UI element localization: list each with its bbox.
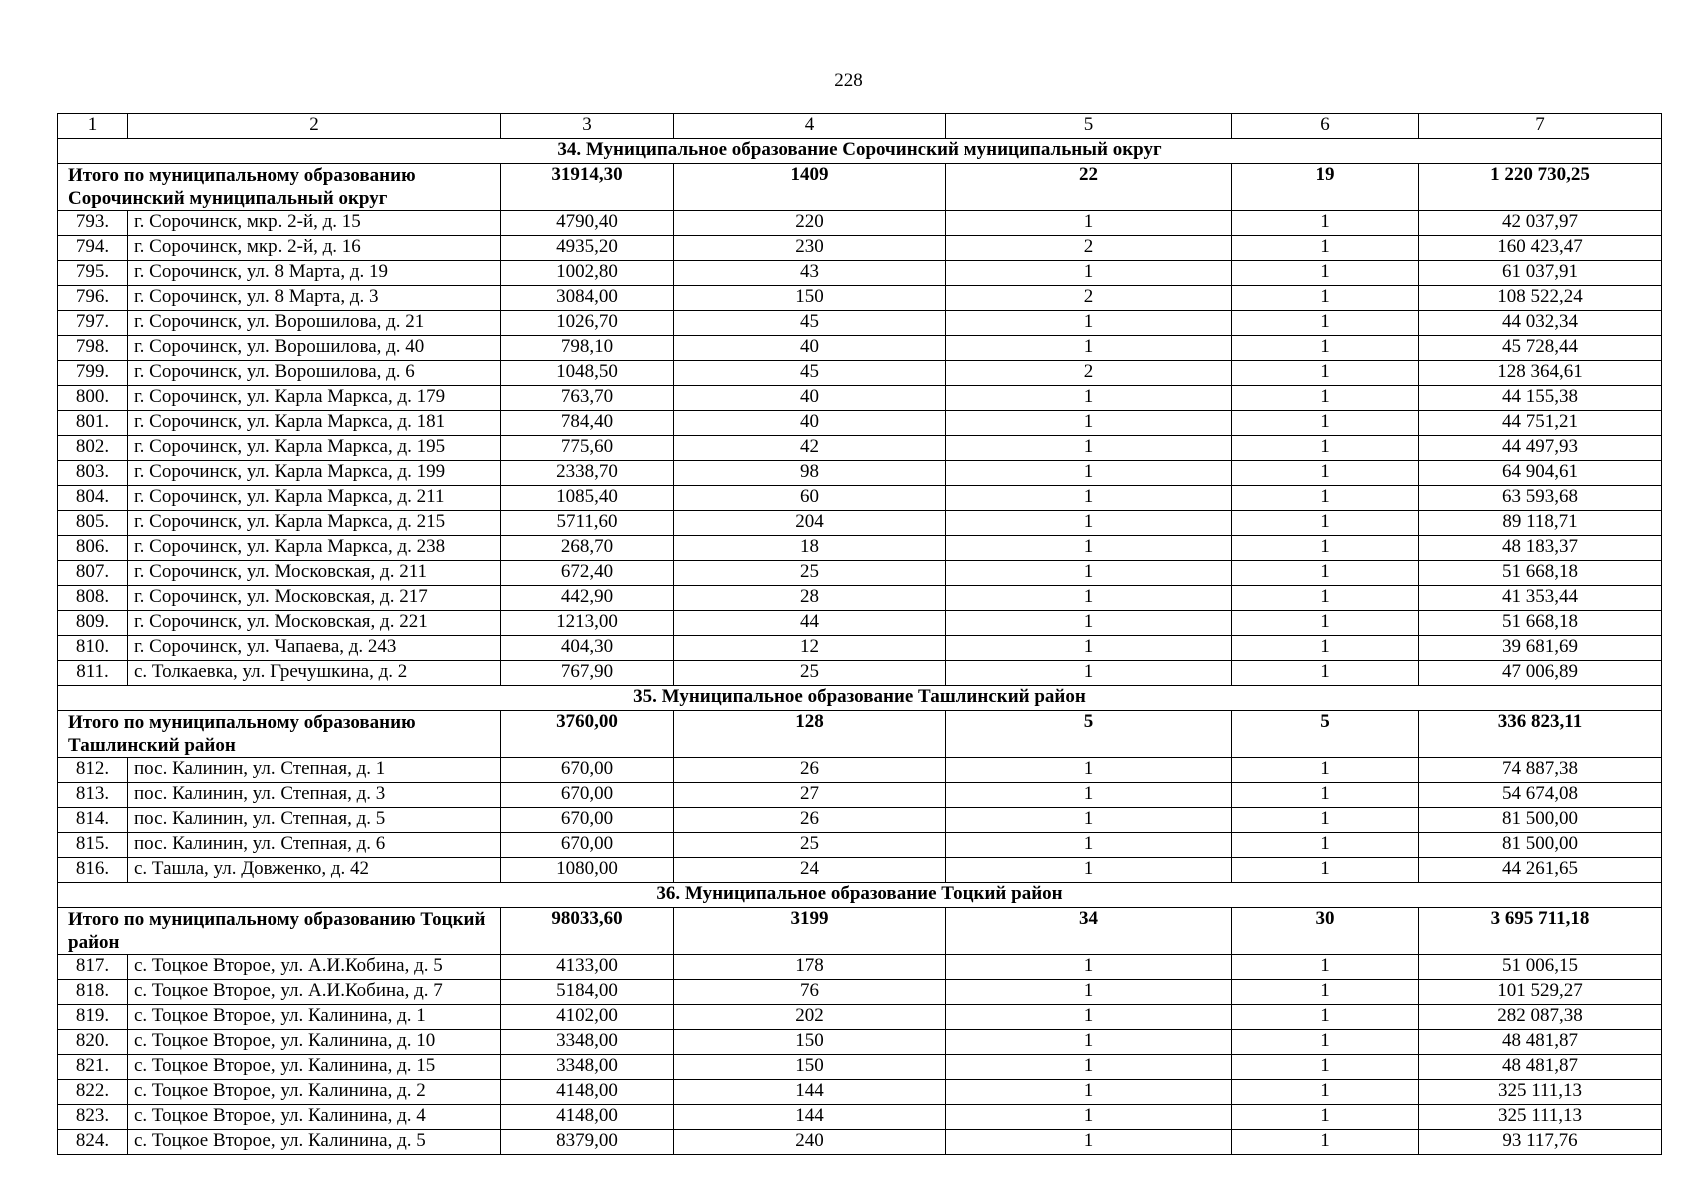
table-row [58,411,1662,436]
row-address: г. Сорочинск, ул. 8 Марта, д. 3 [128,286,501,311]
row-cost: 41 353,44 [1419,586,1662,611]
table-row [58,561,1662,586]
total-elements: 5 [946,711,1232,758]
row-elements: 1 [946,261,1232,286]
table-row [58,211,1662,236]
row-number: 816. [58,858,128,883]
register-table [57,113,1662,1155]
table-row [58,336,1662,361]
table-row [58,511,1662,536]
row-cost: 45 728,44 [1419,336,1662,361]
row-residents: 43 [674,261,946,286]
row-number: 812. [58,758,128,783]
row-residents: 28 [674,586,946,611]
row-elements: 1 [946,661,1232,686]
row-address: г. Сорочинск, ул. Ворошилова, д. 40 [128,336,501,361]
table-row [58,361,1662,386]
row-elements: 1 [946,561,1232,586]
row-elements: 1 [946,461,1232,486]
row-area: 670,00 [501,808,674,833]
row-cost: 282 087,38 [1419,1005,1662,1030]
row-number: 817. [58,955,128,980]
row-buildings: 1 [1232,611,1419,636]
row-buildings: 1 [1232,211,1419,236]
section-total-row [58,711,1662,758]
row-buildings: 1 [1232,1130,1419,1155]
row-elements: 1 [946,1130,1232,1155]
row-area: 4790,40 [501,211,674,236]
section-title: 36. Муниципальное образование Тоцкий район [58,883,1662,908]
row-residents: 27 [674,783,946,808]
row-cost: 89 118,71 [1419,511,1662,536]
row-address: г. Сорочинск, ул. Ворошилова, д. 21 [128,311,501,336]
row-cost: 44 497,93 [1419,436,1662,461]
row-address: г. Сорочинск, мкр. 2-й, д. 15 [128,211,501,236]
row-number: 810. [58,636,128,661]
row-number: 802. [58,436,128,461]
row-cost: 44 155,38 [1419,386,1662,411]
row-area: 1002,80 [501,261,674,286]
row-cost: 325 111,13 [1419,1105,1662,1130]
row-number: 824. [58,1130,128,1155]
row-address: с. Тоцкое Второе, ул. Калинина, д. 2 [128,1080,501,1105]
row-number: 805. [58,511,128,536]
row-address: г. Сорочинск, ул. Московская, д. 217 [128,586,501,611]
row-cost: 51 668,18 [1419,611,1662,636]
table-row [58,1080,1662,1105]
row-address: г. Сорочинск, ул. Московская, д. 221 [128,611,501,636]
row-residents: 45 [674,311,946,336]
row-address: г. Сорочинск, ул. 8 Марта, д. 19 [128,261,501,286]
row-elements: 1 [946,436,1232,461]
row-number: 804. [58,486,128,511]
table-row [58,636,1662,661]
table-row [58,1055,1662,1080]
row-area: 5184,00 [501,980,674,1005]
row-number: 811. [58,661,128,686]
table-row [58,1030,1662,1055]
section-heading-row [58,686,1662,711]
row-elements: 2 [946,361,1232,386]
row-area: 1080,00 [501,858,674,883]
row-number: 795. [58,261,128,286]
row-buildings: 1 [1232,808,1419,833]
row-residents: 150 [674,1055,946,1080]
row-address: г. Сорочинск, ул. Карла Маркса, д. 211 [128,486,501,511]
row-elements: 1 [946,980,1232,1005]
row-elements: 1 [946,636,1232,661]
table-row [58,586,1662,611]
row-residents: 40 [674,386,946,411]
row-number: 801. [58,411,128,436]
row-address: г. Сорочинск, мкр. 2-й, д. 16 [128,236,501,261]
row-buildings: 1 [1232,461,1419,486]
row-area: 3348,00 [501,1030,674,1055]
row-buildings: 1 [1232,411,1419,436]
row-buildings: 1 [1232,636,1419,661]
row-area: 442,90 [501,586,674,611]
row-buildings: 1 [1232,486,1419,511]
row-number: 798. [58,336,128,361]
row-buildings: 1 [1232,336,1419,361]
total-residents: 128 [674,711,946,758]
row-address: г. Сорочинск, ул. Карла Маркса, д. 181 [128,411,501,436]
row-area: 798,10 [501,336,674,361]
row-buildings: 1 [1232,955,1419,980]
row-elements: 1 [946,411,1232,436]
row-number: 815. [58,833,128,858]
row-residents: 12 [674,636,946,661]
row-buildings: 1 [1232,511,1419,536]
row-residents: 230 [674,236,946,261]
row-cost: 48 481,87 [1419,1030,1662,1055]
row-area: 670,00 [501,833,674,858]
row-buildings: 1 [1232,1055,1419,1080]
section-title: 35. Муниципальное образование Ташлинский район [58,686,1662,711]
row-residents: 240 [674,1130,946,1155]
row-area: 2338,70 [501,461,674,486]
row-number: 809. [58,611,128,636]
row-elements: 1 [946,511,1232,536]
row-residents: 150 [674,1030,946,1055]
row-area: 672,40 [501,561,674,586]
table-body [58,114,1662,1155]
total-label: Итого по муниципальному образованию Тоцкий район [58,908,501,955]
table-row [58,611,1662,636]
row-buildings: 1 [1232,286,1419,311]
row-cost: 81 500,00 [1419,808,1662,833]
row-buildings: 1 [1232,236,1419,261]
row-address: г. Сорочинск, ул. Московская, д. 211 [128,561,501,586]
section-total-row [58,164,1662,211]
row-residents: 76 [674,980,946,1005]
row-number: 819. [58,1005,128,1030]
row-elements: 1 [946,808,1232,833]
row-address: с. Тоцкое Второе, ул. Калинина, д. 5 [128,1130,501,1155]
row-elements: 1 [946,336,1232,361]
row-buildings: 1 [1232,758,1419,783]
row-address: г. Сорочинск, ул. Карла Маркса, д. 199 [128,461,501,486]
row-residents: 42 [674,436,946,461]
row-address: пос. Калинин, ул. Степная, д. 3 [128,783,501,808]
table-row [58,808,1662,833]
table-row [58,461,1662,486]
row-residents: 98 [674,461,946,486]
row-elements: 1 [946,758,1232,783]
row-elements: 1 [946,1030,1232,1055]
table-row [58,783,1662,808]
row-number: 800. [58,386,128,411]
row-residents: 202 [674,1005,946,1030]
row-elements: 1 [946,783,1232,808]
row-buildings: 1 [1232,436,1419,461]
row-number: 806. [58,536,128,561]
row-area: 1085,40 [501,486,674,511]
row-residents: 178 [674,955,946,980]
table-row [58,311,1662,336]
row-address: с. Тоцкое Второе, ул. А.И.Кобина, д. 5 [128,955,501,980]
row-area: 4148,00 [501,1080,674,1105]
row-cost: 93 117,76 [1419,1130,1662,1155]
row-buildings: 1 [1232,261,1419,286]
row-elements: 1 [946,311,1232,336]
row-elements: 1 [946,211,1232,236]
row-residents: 26 [674,758,946,783]
row-residents: 25 [674,561,946,586]
total-cost: 1 220 730,25 [1419,164,1662,211]
row-address: с. Тоцкое Второе, ул. Калинина, д. 4 [128,1105,501,1130]
total-buildings: 5 [1232,711,1419,758]
row-number: 818. [58,980,128,1005]
row-area: 1026,70 [501,311,674,336]
row-cost: 54 674,08 [1419,783,1662,808]
row-cost: 63 593,68 [1419,486,1662,511]
row-elements: 2 [946,236,1232,261]
column-header: 7 [1419,114,1662,139]
row-residents: 24 [674,858,946,883]
row-area: 4102,00 [501,1005,674,1030]
total-elements: 22 [946,164,1232,211]
row-residents: 25 [674,661,946,686]
row-residents: 18 [674,536,946,561]
table-row [58,1005,1662,1030]
total-label: Итого по муниципальному образованию Ташлинский район [58,711,501,758]
row-cost: 48 183,37 [1419,536,1662,561]
table-row [58,955,1662,980]
page-number: 228 [834,70,863,91]
table-row [58,536,1662,561]
row-cost: 101 529,27 [1419,980,1662,1005]
row-number: 794. [58,236,128,261]
row-number: 820. [58,1030,128,1055]
row-cost: 47 006,89 [1419,661,1662,686]
total-area: 98033,60 [501,908,674,955]
row-cost: 74 887,38 [1419,758,1662,783]
total-residents: 1409 [674,164,946,211]
row-elements: 1 [946,858,1232,883]
row-buildings: 1 [1232,311,1419,336]
row-area: 763,70 [501,386,674,411]
row-number: 796. [58,286,128,311]
row-area: 670,00 [501,783,674,808]
row-elements: 1 [946,833,1232,858]
row-area: 404,30 [501,636,674,661]
row-area: 268,70 [501,536,674,561]
row-elements: 1 [946,1005,1232,1030]
row-buildings: 1 [1232,536,1419,561]
row-area: 4148,00 [501,1105,674,1130]
row-buildings: 1 [1232,858,1419,883]
row-number: 814. [58,808,128,833]
row-buildings: 1 [1232,361,1419,386]
row-buildings: 1 [1232,980,1419,1005]
total-elements: 34 [946,908,1232,955]
row-address: г. Сорочинск, ул. Карла Маркса, д. 179 [128,386,501,411]
table-row [58,1105,1662,1130]
column-header: 2 [128,114,501,139]
table-row [58,436,1662,461]
table-row [58,261,1662,286]
row-cost: 160 423,47 [1419,236,1662,261]
row-buildings: 1 [1232,1080,1419,1105]
row-residents: 204 [674,511,946,536]
section-title: 34. Муниципальное образование Сорочинский муниципальный округ [58,139,1662,164]
row-cost: 64 904,61 [1419,461,1662,486]
column-header: 6 [1232,114,1419,139]
row-cost: 128 364,61 [1419,361,1662,386]
row-address: с. Тоцкое Второе, ул. Калинина, д. 10 [128,1030,501,1055]
row-area: 4935,20 [501,236,674,261]
row-buildings: 1 [1232,783,1419,808]
row-elements: 1 [946,1080,1232,1105]
row-elements: 1 [946,1105,1232,1130]
section-heading-row [58,883,1662,908]
row-area: 784,40 [501,411,674,436]
row-address: пос. Калинин, ул. Степная, д. 1 [128,758,501,783]
row-residents: 144 [674,1105,946,1130]
total-label: Итого по муниципальному образованию Сорочинский муниципальный округ [58,164,501,211]
row-residents: 220 [674,211,946,236]
row-cost: 44 751,21 [1419,411,1662,436]
row-elements: 2 [946,286,1232,311]
row-area: 1048,50 [501,361,674,386]
row-elements: 1 [946,586,1232,611]
table-row [58,758,1662,783]
total-buildings: 30 [1232,908,1419,955]
row-elements: 1 [946,611,1232,636]
table-row [58,833,1662,858]
row-cost: 81 500,00 [1419,833,1662,858]
table-row [58,858,1662,883]
total-buildings: 19 [1232,164,1419,211]
row-residents: 26 [674,808,946,833]
row-buildings: 1 [1232,1105,1419,1130]
row-elements: 1 [946,1055,1232,1080]
row-number: 799. [58,361,128,386]
table-row [58,1130,1662,1155]
row-address: г. Сорочинск, ул. Чапаева, д. 243 [128,636,501,661]
row-elements: 1 [946,386,1232,411]
column-header: 1 [58,114,128,139]
column-number-row [58,114,1662,139]
row-residents: 45 [674,361,946,386]
total-area: 3760,00 [501,711,674,758]
row-number: 823. [58,1105,128,1130]
table-row [58,386,1662,411]
row-cost: 44 261,65 [1419,858,1662,883]
row-area: 1213,00 [501,611,674,636]
row-cost: 42 037,97 [1419,211,1662,236]
row-buildings: 1 [1232,386,1419,411]
row-buildings: 1 [1232,833,1419,858]
row-address: с. Ташла, ул. Довженко, д. 42 [128,858,501,883]
row-cost: 51 668,18 [1419,561,1662,586]
row-elements: 1 [946,536,1232,561]
row-residents: 150 [674,286,946,311]
row-number: 803. [58,461,128,486]
row-residents: 44 [674,611,946,636]
row-cost: 48 481,87 [1419,1055,1662,1080]
row-area: 775,60 [501,436,674,461]
total-area: 31914,30 [501,164,674,211]
column-header: 4 [674,114,946,139]
table-row [58,486,1662,511]
table-row [58,286,1662,311]
total-residents: 3199 [674,908,946,955]
row-cost: 325 111,13 [1419,1080,1662,1105]
row-elements: 1 [946,486,1232,511]
row-elements: 1 [946,955,1232,980]
row-residents: 40 [674,411,946,436]
row-address: г. Сорочинск, ул. Карла Маркса, д. 215 [128,511,501,536]
row-number: 793. [58,211,128,236]
row-area: 3084,00 [501,286,674,311]
row-address: с. Толкаевка, ул. Гречушкина, д. 2 [128,661,501,686]
row-residents: 25 [674,833,946,858]
row-residents: 144 [674,1080,946,1105]
row-area: 5711,60 [501,511,674,536]
row-buildings: 1 [1232,561,1419,586]
row-address: г. Сорочинск, ул. Карла Маркса, д. 195 [128,436,501,461]
column-header: 3 [501,114,674,139]
row-buildings: 1 [1232,586,1419,611]
row-address: г. Сорочинск, ул. Карла Маркса, д. 238 [128,536,501,561]
row-cost: 61 037,91 [1419,261,1662,286]
row-cost: 51 006,15 [1419,955,1662,980]
row-number: 797. [58,311,128,336]
table-row [58,980,1662,1005]
row-number: 822. [58,1080,128,1105]
row-residents: 40 [674,336,946,361]
section-heading-row [58,139,1662,164]
row-area: 4133,00 [501,955,674,980]
row-address: пос. Калинин, ул. Степная, д. 5 [128,808,501,833]
row-address: с. Тоцкое Второе, ул. Калинина, д. 1 [128,1005,501,1030]
row-address: с. Тоцкое Второе, ул. Калинина, д. 15 [128,1055,501,1080]
row-number: 807. [58,561,128,586]
row-number: 808. [58,586,128,611]
row-cost: 44 032,34 [1419,311,1662,336]
table-row [58,236,1662,261]
column-header: 5 [946,114,1232,139]
row-buildings: 1 [1232,1005,1419,1030]
row-area: 670,00 [501,758,674,783]
row-number: 821. [58,1055,128,1080]
section-total-row [58,908,1662,955]
row-address: пос. Калинин, ул. Степная, д. 6 [128,833,501,858]
row-number: 813. [58,783,128,808]
total-cost: 336 823,11 [1419,711,1662,758]
row-area: 3348,00 [501,1055,674,1080]
row-area: 767,90 [501,661,674,686]
row-buildings: 1 [1232,1030,1419,1055]
row-cost: 108 522,24 [1419,286,1662,311]
row-address: г. Сорочинск, ул. Ворошилова, д. 6 [128,361,501,386]
row-area: 8379,00 [501,1130,674,1155]
row-address: с. Тоцкое Второе, ул. А.И.Кобина, д. 7 [128,980,501,1005]
total-cost: 3 695 711,18 [1419,908,1662,955]
table-row [58,661,1662,686]
row-residents: 60 [674,486,946,511]
row-cost: 39 681,69 [1419,636,1662,661]
row-buildings: 1 [1232,661,1419,686]
